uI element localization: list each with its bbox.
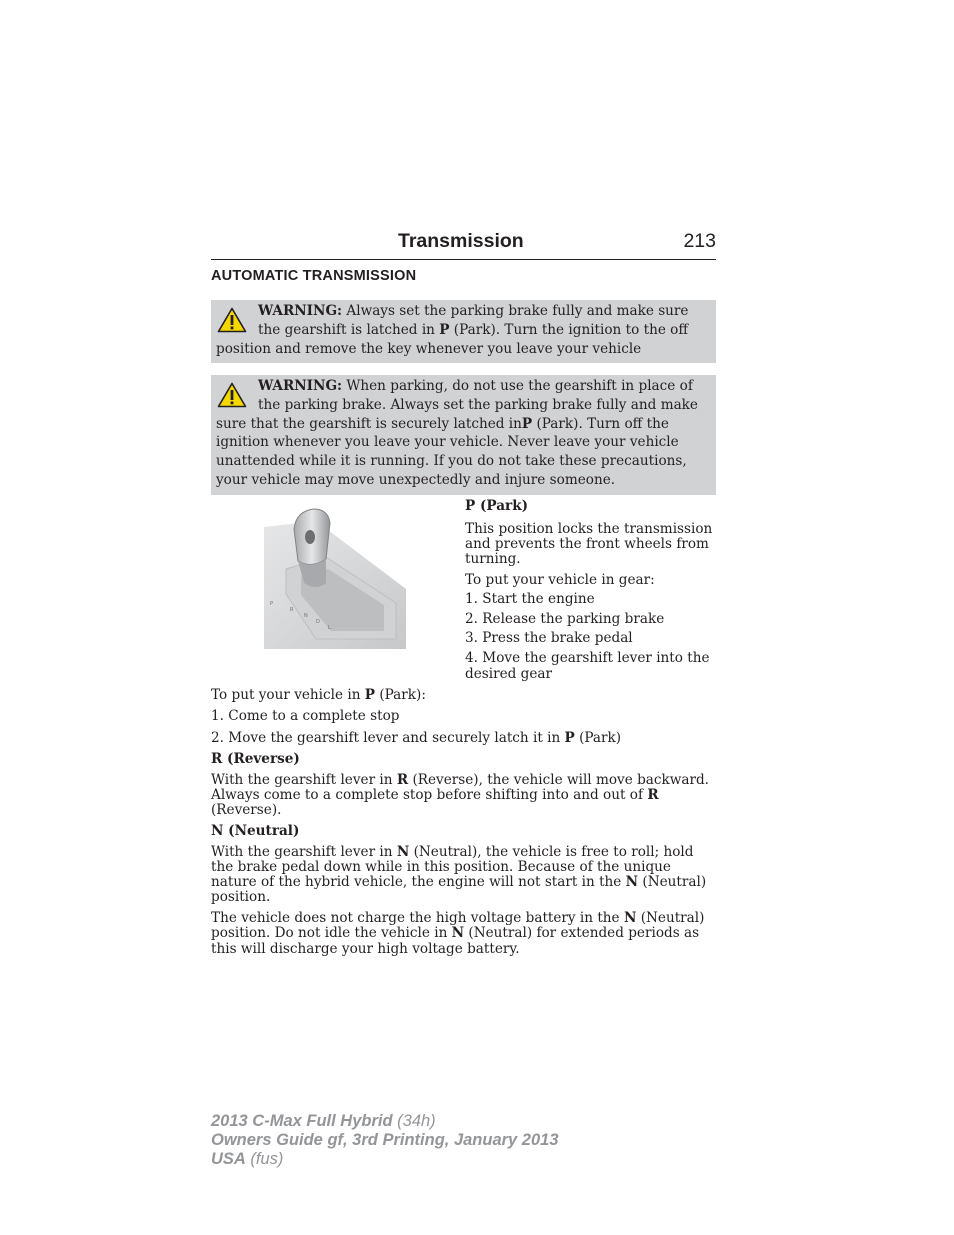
footer-text: (fus) — [245, 1150, 284, 1168]
text: P — [364, 687, 376, 703]
reverse-line — [211, 773, 709, 788]
warning-text: unattended while it is running. If you do not take these precautions, — [216, 453, 687, 470]
gear-step: 2. Release the parking brake — [465, 611, 665, 627]
text: (Neutral) — [636, 910, 705, 926]
neutral-line: this will discharge your high voltage battery. — [211, 941, 520, 957]
footer-text: 2013 C-Max Full Hybrid — [211, 1112, 393, 1130]
gate-letter-l: L — [328, 625, 331, 631]
gear-step: 3. Press the brake pedal — [465, 630, 633, 646]
warning-triangle-icon — [217, 382, 247, 408]
warning-box-1 — [211, 300, 716, 363]
warning-text: the gearshift is latched in — [258, 321, 440, 338]
gearshift-illustration — [256, 499, 412, 659]
text: To put your vehicle in — [211, 687, 365, 703]
warning-text: When parking, do not use the gearshift in place of — [342, 378, 693, 394]
chapter-title: Transmission — [398, 230, 524, 252]
text: With the gearshift lever in — [211, 772, 397, 788]
warning-text: (Park). Turn off the — [532, 415, 669, 432]
text: N — [396, 844, 410, 860]
neutral-line — [211, 875, 706, 890]
warning-triangle-icon — [217, 307, 247, 333]
gear-intro: To put your vehicle in gear: — [465, 572, 655, 588]
footer-text: Owners Guide gf, 3rd Printing, January 2013 — [211, 1131, 559, 1149]
text: P — [564, 730, 575, 746]
neutral-line — [211, 911, 704, 926]
warning-text: sure that the gearshift is securely latched in — [216, 415, 522, 432]
text: (Neutral), the vehicle is free to roll; hold — [409, 844, 694, 860]
reverse-heading-text: R (Reverse) — [211, 751, 300, 767]
warning-text: (Park). Turn the ignition to the off — [449, 321, 689, 338]
park-heading — [465, 499, 528, 514]
text: N — [625, 874, 639, 890]
neutral-line — [211, 926, 699, 941]
text: R — [647, 787, 659, 803]
text: (Reverse), the vehicle will move backward. — [408, 772, 709, 788]
warning-text: Always set the parking brake fully and make sure — [342, 303, 689, 319]
gear-step: desired gear — [465, 666, 552, 682]
text: Always come to a complete stop before shifting into and out of — [211, 787, 648, 803]
gate-letter-n: N — [304, 613, 308, 619]
gear-step: 1. Start the engine — [465, 591, 595, 607]
neutral-line: the brake pedal down while in this position. Because of the unique — [211, 859, 671, 875]
text: (Park) — [574, 730, 622, 746]
warning-label: WARNING: — [258, 378, 343, 394]
park-put-step: 1. Come to a complete stop — [211, 708, 400, 724]
neutral-heading — [211, 824, 299, 839]
warning-text: P — [439, 321, 450, 338]
reverse-heading — [211, 752, 300, 767]
park-heading-text: P (Park) — [465, 498, 529, 514]
text: (Neutral) for extended periods as — [464, 925, 700, 941]
park-desc-line: turning. — [465, 551, 521, 567]
text: (Neutral) — [638, 874, 707, 890]
neutral-heading-text: N (Neutral) — [211, 823, 300, 839]
neutral-line — [211, 845, 693, 860]
warning-text: P — [521, 415, 533, 432]
park-put-intro — [211, 688, 426, 703]
warning-text: position and remove the key whenever you leave your vehicle — [216, 340, 642, 357]
gate-letter-p: P — [270, 601, 274, 607]
warning-text: your vehicle may move unexpectedly and injure someone. — [216, 471, 616, 488]
warning-label: WARNING: — [258, 303, 343, 319]
gate-letter-r: R — [290, 607, 294, 613]
text: nature of the hybrid vehicle, the engine will not start in the — [211, 874, 626, 890]
park-desc-line: This position locks the transmission — [465, 521, 713, 537]
text: position. Do not idle the vehicle in — [211, 925, 452, 941]
text: With the gearshift lever in — [211, 844, 397, 860]
text: N — [451, 925, 465, 941]
text: 2. Move the gearshift lever and securely latch it in — [211, 730, 565, 746]
gear-step: 4. Move the gearshift lever into the — [465, 650, 710, 666]
text: R — [396, 772, 409, 788]
warning-text: the parking brake. Always set the parking brake fully and make — [258, 396, 698, 413]
reverse-line — [211, 788, 659, 803]
warning-box-2 — [211, 375, 716, 495]
text: The vehicle does not charge the high voltage battery in the — [211, 910, 624, 926]
section-heading: AUTOMATIC TRANSMISSION — [211, 268, 417, 284]
text: N — [623, 910, 637, 926]
park-desc-line: and prevents the front wheels from — [465, 536, 709, 552]
warning-text: ignition whenever you leave your vehicle. Never leave your vehicle — [216, 434, 679, 451]
page-number: 213 — [683, 230, 716, 252]
footer-text: (34h) — [392, 1112, 436, 1130]
footer-text: USA — [211, 1150, 246, 1168]
neutral-line: position. — [211, 889, 271, 905]
page-header — [211, 229, 716, 260]
gate-letter-d: D — [316, 619, 320, 625]
text: (Park): — [375, 687, 426, 703]
reverse-line: (Reverse). — [211, 802, 282, 818]
page-footer — [211, 1112, 559, 1169]
park-put-step — [211, 731, 621, 746]
